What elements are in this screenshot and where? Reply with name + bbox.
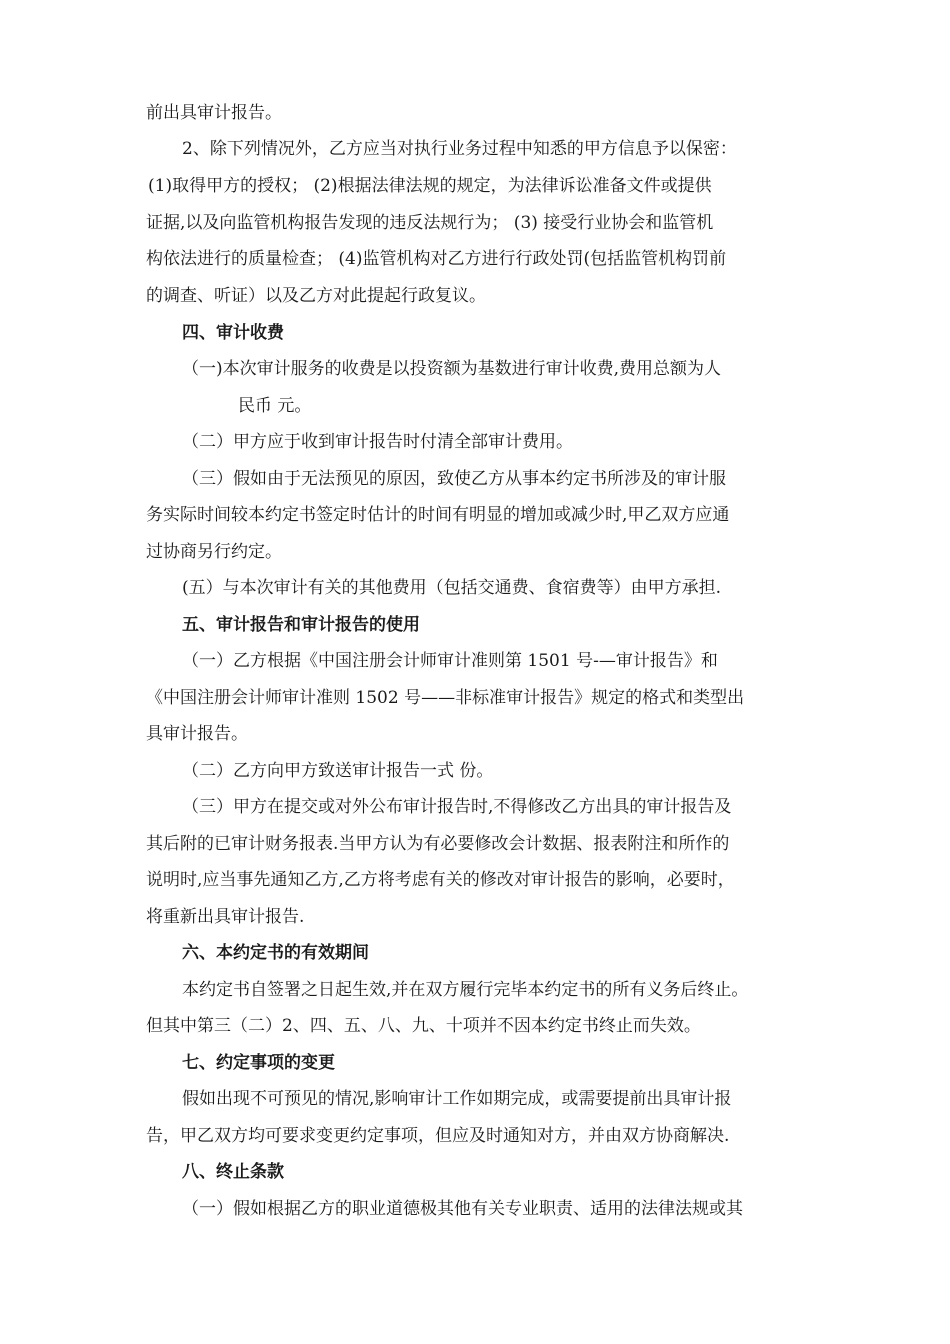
body-line: (1)取得甲方的授权； (2)根据法律法规的规定，为法律诉讼准备文件或提供 <box>148 176 712 196</box>
section-heading-changes: 七、约定事项的变更 <box>182 1053 335 1073</box>
body-line: 《中国注册会计师审计准则 1502 号——非标准审计报告》规定的格式和类型出 <box>146 688 745 708</box>
section-heading-termination: 八、终止条款 <box>182 1162 284 1182</box>
body-line: （三）假如由于无法预见的原因，致使乙方从事本约定书所涉及的审计服 <box>182 469 726 489</box>
body-line: 的调查、听证）以及乙方对此提起行政复议。 <box>146 286 486 306</box>
body-line: 告，甲乙双方均可要求变更约定事项，但应及时通知对方，并由双方协商解决. <box>146 1126 730 1146</box>
body-line: 过协商另行约定。 <box>146 542 282 562</box>
body-line: 民币 元。 <box>238 396 312 416</box>
body-line: （三）甲方在提交或对外公布审计报告时,不得修改乙方出具的审计报告及 <box>182 797 732 817</box>
body-line: 说明时,应当事先通知乙方,乙方将考虑有关的修改对审计报告的影响，必要时， <box>146 870 735 890</box>
section-heading-fee: 四、审计收费 <box>182 323 284 343</box>
body-line: (五）与本次审计有关的其他费用（包括交通费、食宿费等）由甲方承担. <box>182 578 722 598</box>
section-heading-validity: 六、本约定书的有效期间 <box>182 943 369 963</box>
body-line: 假如出现不可预见的情况,影响审计工作如期完成，或需要提前出具审计报 <box>182 1089 732 1109</box>
body-line: 构依法进行的质量检查； (4)监管机构对乙方进行行政处罚(包括监管机构罚前 <box>146 249 727 269</box>
body-line: （一)本次审计服务的收费是以投资额为基数进行审计收费,费用总额为人 <box>182 359 722 379</box>
body-line: （一）乙方根据《中国注册会计师审计准则第 1501 号-—审计报告》和 <box>182 651 718 671</box>
body-line: 前出具审计报告。 <box>146 103 282 123</box>
body-line: 将重新出具审计报告. <box>146 907 305 927</box>
body-line: （一）假如根据乙方的职业道德极其他有关专业职责、适用的法律法规或其 <box>182 1199 743 1219</box>
body-line: 证据,以及向监管机构报告发现的违反法规行为； (3) 接受行业协会和监管机 <box>146 213 714 233</box>
body-line: 但其中第三（二）2、四、五、八、九、十项并不因本约定书终止而失效。 <box>146 1016 701 1036</box>
body-line: （二）乙方向甲方致送审计报告一式 份。 <box>182 761 494 781</box>
section-heading-report-use: 五、审计报告和审计报告的使用 <box>182 615 420 635</box>
body-line: 其后附的已审计财务报表.当甲方认为有必要修改会计数据、报表附注和所作的 <box>146 834 730 854</box>
body-line: （二）甲方应于收到审计报告时付清全部审计费用。 <box>182 432 573 452</box>
body-line: 具审计报告。 <box>146 724 248 744</box>
body-line: 务实际时间较本约定书签定时估计的时间有明显的增加或减少时,甲乙双方应通 <box>146 505 730 525</box>
body-line: 本约定书自签署之日起生效,并在双方履行完毕本约定书的所有义务后终止。 <box>182 980 749 1000</box>
body-line: 2、除下列情况外，乙方应当对执行业务过程中知悉的甲方信息予以保密： <box>182 139 737 159</box>
